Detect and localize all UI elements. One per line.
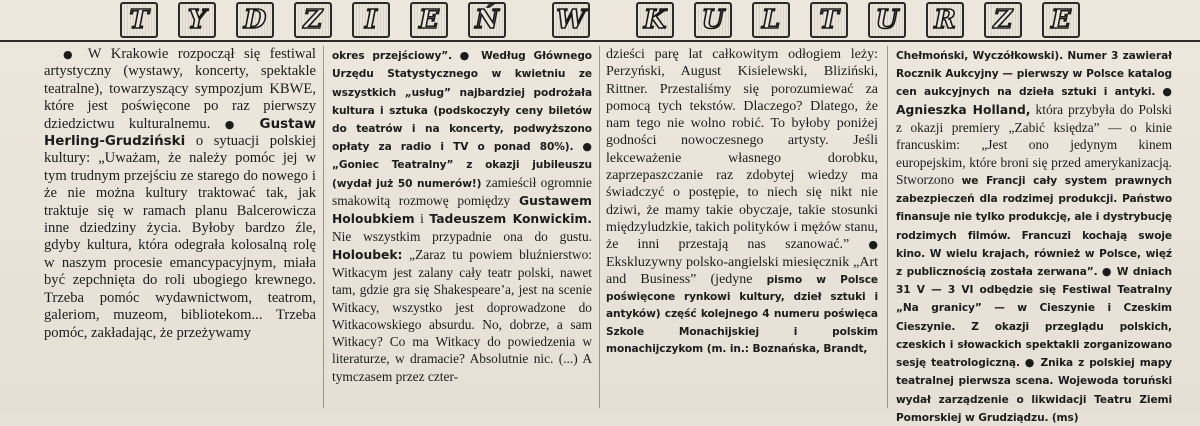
masthead-letter: K	[636, 2, 674, 38]
text: dzieści parę lat całkowitym odłogiem leży: Perzyński, August Kisielewski, Bliziński, Rittner. Przestaliśmy się porozumiewać za pomocą tych tekstów. Dlaczego? Dlatego, że nam tego nie wolno robić. To byłoby poniżej godności nowoczesnego artysty. Jeśli lekceważenie własnego dorobku, zaprzepaszczanie raz zdobytej wiedzy ma świadczyć o postępie, to niech się nikt nie dziwi, że mamy takie obyczaje, takie stosunki międzyludzkie, takich polityków i mężów stanu, że inni przestają nas szanować.”	[606, 47, 878, 253]
person-name: Tadeuszem Konwickim.	[429, 212, 592, 227]
bullet-icon: ●	[63, 48, 79, 61]
bullet-icon: ●	[582, 140, 592, 154]
person-name: Holoubek:	[332, 247, 403, 262]
column-divider	[323, 46, 324, 408]
text: Ekskluzywny polsko-angielski miesięcznik „Art and Business” (jedyne	[606, 254, 878, 287]
masthead-letter: I	[352, 2, 390, 38]
text: zamieścił ogromnie smakowitą rozmowę pomiędzy	[332, 174, 592, 208]
person-name: Gustaw Herling-Grudziński	[44, 116, 316, 150]
masthead-letter: U	[694, 2, 732, 38]
person-name: Agnieszka Holland,	[896, 102, 1031, 117]
masthead-letter: D	[236, 2, 274, 38]
paragraph	[896, 46, 1172, 426]
masthead-letter: T	[810, 2, 848, 38]
text: W dniach 31 V — 3 VI odbędzie się Festiwal Teatralny „Na granicy” — w Cieszynie i Czeskim Cieszynie. Z okazji przeglądu polskich, czeskich i słowackich spektakli zorganizowano sesję teatrologiczną.	[896, 265, 1172, 370]
column-divider	[599, 46, 600, 408]
masthead-letter: W	[552, 2, 590, 38]
text: pismo w Polsce poświęcone rynkowi kultury, dzieł sztuki i antyków) część kolejnego 4 numeru poświęca Szkole Monachijskiej i polskim monachijczykom (m. in.: Boznańska, Brandt,	[606, 273, 878, 356]
masthead-letter: E	[1042, 2, 1080, 38]
masthead-letter: Z	[984, 2, 1022, 38]
text: we Francji cały system prawnych zabezpieczeń dla rodzimej produkcji. Państwo finansuje nie tylko produkcję, ale i dystrybucję rodzimych filmów. Francuzi kochają swoje kino. W wielu krajach, również w Polsce, więź z publicznością została zerwana”.	[896, 174, 1172, 278]
masthead-letter: T	[120, 2, 158, 38]
text: Znika z polskiej mapy teatralnej pierwsza scena. Wojewoda toruński wydał zarządzenie o likwidacji Teatru Ziemi Pomorskiej w Grudziądzu.	[896, 357, 1172, 424]
bullet-icon: ●	[459, 49, 474, 62]
text: o sytuacji polskiej kultury: „Uważam, że należy pomóc jej w tym trudnym przejściu ze starego do nowego i że nie można kultury traktować tak, jak traktuje się w ramach planu Balcerowicza inne dziedziny życia. Byłoby bardzo źle, gdyby kultura, która odegrała kolosalną rolę w naszym procesie emancypacyjnym, miała być zepchnięta do roli ubogiego krewnego. Trzeba pomóc wydawnictwom, teatrom, galeriom, muzeom, bibliotekom... Trzeba pomóc, zakładając, że przeżywamy	[44, 133, 316, 341]
masthead-letter: Z	[294, 2, 332, 38]
text: „Goniec Teatralny” z okazji jubileuszu (wydał już 50 numerów!)	[332, 159, 592, 190]
person-name: Gustawem Holoubkiem	[332, 193, 592, 227]
text: W Krakowie rozpoczął się festiwal artystyczny (wystawy, koncerty, spektakle teatralne), towarzyszący sympozjum KBWE, które jest poświęcone po raz pierwszy dziedzictwu kulturalnemu.	[44, 46, 316, 132]
text: Nie wszystkim przypadnie ona do gustu.	[332, 229, 592, 245]
paragraph	[44, 46, 316, 342]
bullet-icon: ●	[1024, 356, 1036, 370]
bullet-icon: ●	[224, 117, 246, 131]
masthead-letter: U	[868, 2, 906, 38]
column-4	[896, 46, 1172, 424]
signature: (ms)	[1051, 411, 1079, 424]
column-1	[44, 46, 316, 410]
text: okres przejściowy”.	[332, 50, 453, 62]
bullet-icon: ●	[1162, 85, 1172, 99]
text: i	[420, 211, 424, 227]
text: Chełmoński, Wyczółkowski). Numer 3 zawierał Rocznik Aukcyjny — pierwszy w Polsce katalog cen aukcyjnych na dzieła sztuki i antyki.	[896, 50, 1172, 99]
paragraph	[606, 46, 878, 357]
text: Według Głównego Urzędu Statystycznego w kwietniu ze wszystkich „usług” najbardziej podrożała kultura i sztuka (podskoczyły ceny biletów do teatrów i na koncerty, podwyższono opłaty za radio i TV o ponad 80%).	[332, 50, 592, 154]
bullet-icon: ●	[868, 238, 879, 252]
masthead-letter: L	[752, 2, 790, 38]
bullet-icon: ●	[1101, 264, 1113, 278]
text: „Zaraz tu powiem bluźnierstwo: Witkacym jest zalany cały teatr polski, nawet tam, gdzie gra się Shakespeare’a, jest na scenie Witkacy, wszystko jest doprowadzone do Witkacowskiego absurdu. No, dobrze, a sam Witkacy? Co ma Witkacy do powiedzenia w literaturze, w dramacie? Absolutnie nic. (...) A tymczasem przez czter-	[332, 246, 592, 384]
text: która przybyła do Polski z okazji premiery „Zabić księdza” — o kinie francuskim: „Jest ono jedynym kinem europejskim, które broni się przed amerykanizacją. Stworzono	[896, 101, 1172, 187]
masthead	[0, 0, 1200, 40]
column-3	[606, 46, 878, 410]
column-divider	[887, 46, 888, 408]
masthead-letter: E	[410, 2, 448, 38]
masthead-letter: R	[926, 2, 964, 38]
masthead-rule	[0, 40, 1200, 42]
masthead-letter: Ń	[468, 2, 506, 38]
column-2	[332, 46, 592, 410]
paragraph	[332, 46, 592, 385]
masthead-letter: Y	[178, 2, 216, 38]
